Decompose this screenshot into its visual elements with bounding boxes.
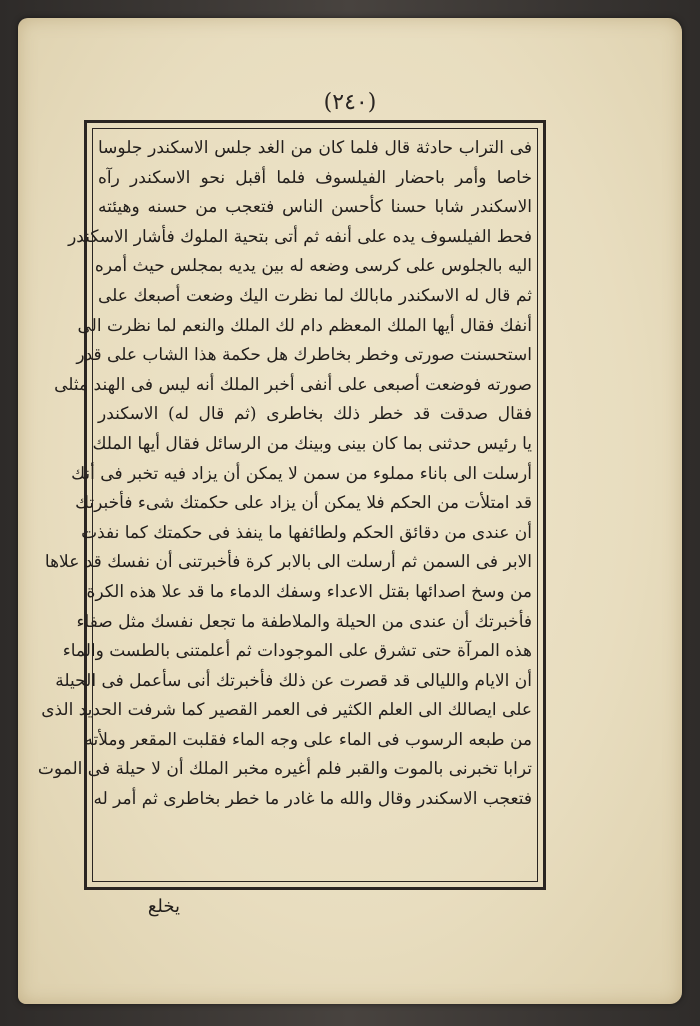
text-line: أرسلت الى باناء مملوء من سمن لا يمكن أن يزاد فيه تخبر فى أنك: [71, 463, 532, 484]
text-line: من وسخ اصدائها بقتل الاعداء وسفك الدماء ما قد علا هذه الكرة: [86, 581, 532, 602]
text-line: فأخبرتك أن عندى من الحيلة والملاطفة ما تجعل نفسك مثل صفاء: [76, 611, 532, 632]
text-line: أن عندى من دقائق الحكم ولطائفها ما ينفذ فى حكمتك كما نفذت: [81, 522, 532, 543]
text-line: قد امتلأت من الحكم فلا يمكن أن يزاد على حكمتك شىء فأخبرتك: [75, 493, 532, 514]
text-line: فى التراب حادثة قال فلما كان من الغد جلس الاسكندر جلوسا: [98, 138, 532, 158]
text-line: فتعجب الاسكندر وقال والله ما غادر ما خطر بخاطرى ثم أمر له: [93, 789, 532, 810]
text-line: خاصا وأمر باحضار الفيلسوف فلما أقبل نحو الاسكندر رآه: [98, 167, 532, 188]
text-line: يا رئيس حدثنى بما كان بينى وبينك من الرسائل فقال أيها الملك: [92, 433, 532, 454]
text-line: ترابا تخبرنى بالموت والقبر فلم أغيره مخبر الملك أن لا حيلة فى الموت: [37, 759, 532, 780]
page-number: (٢٤٠): [323, 90, 377, 115]
text-line: أنفك فقال أيها الملك المعظم دام لك الملك والنعم لما نظرت الى: [77, 315, 532, 336]
text-line: ثم قال له الاسكندر مابالك لما نظرت اليك وضعت أصبعك على: [98, 285, 532, 306]
text-line: فحط الفيلسوف يده على أنفه ثم أتى بتحية الملوك فأشار الاسكندر: [68, 226, 532, 247]
text-line: فقال صدقت قد خطر ذلك بخاطرى (ثم قال له) الاسكندر: [98, 404, 532, 425]
text-line: هذه المرآة حتى تشرق على الموجودات ثم أعلمتنى بالطست والماء: [62, 641, 532, 662]
text-line: استحسنت صورتى وخطر بخاطرك هل حكمة هذا الشاب على قدر: [76, 345, 532, 366]
text-line: اليه بالجلوس على كرسى وضعه له بين يديه بمجلس حيث أمره: [94, 256, 532, 277]
text-line: صورته فوضعت أصبعى على أنفى أخبر الملك أنه ليس فى الهند مثلى: [54, 374, 532, 395]
text-line: الابر فى السمن ثم أرسلت الى بالابر كرة فأخبرتنى أن نفسك قد علاها: [44, 552, 532, 573]
text-line: من طبعه الرسوب فى الماء على وجه الماء فقلبت المقعر وملأته: [84, 729, 532, 750]
text-line: الاسكندر شابا حسنا كأحسن الناس فتعجب من حسنه وهيئته: [98, 197, 532, 218]
text-line: أن الايام والليالى قد قصرت عن ذلك فأخبرتك أنى سأعمل فى الحيلة: [55, 670, 532, 691]
text-line: على ايصالك الى العلم الكثير فى العمر القصير كما شرفت الحديد الذى: [41, 700, 532, 721]
catchword: يخلع: [147, 896, 180, 917]
text-block: [37, 134, 532, 876]
